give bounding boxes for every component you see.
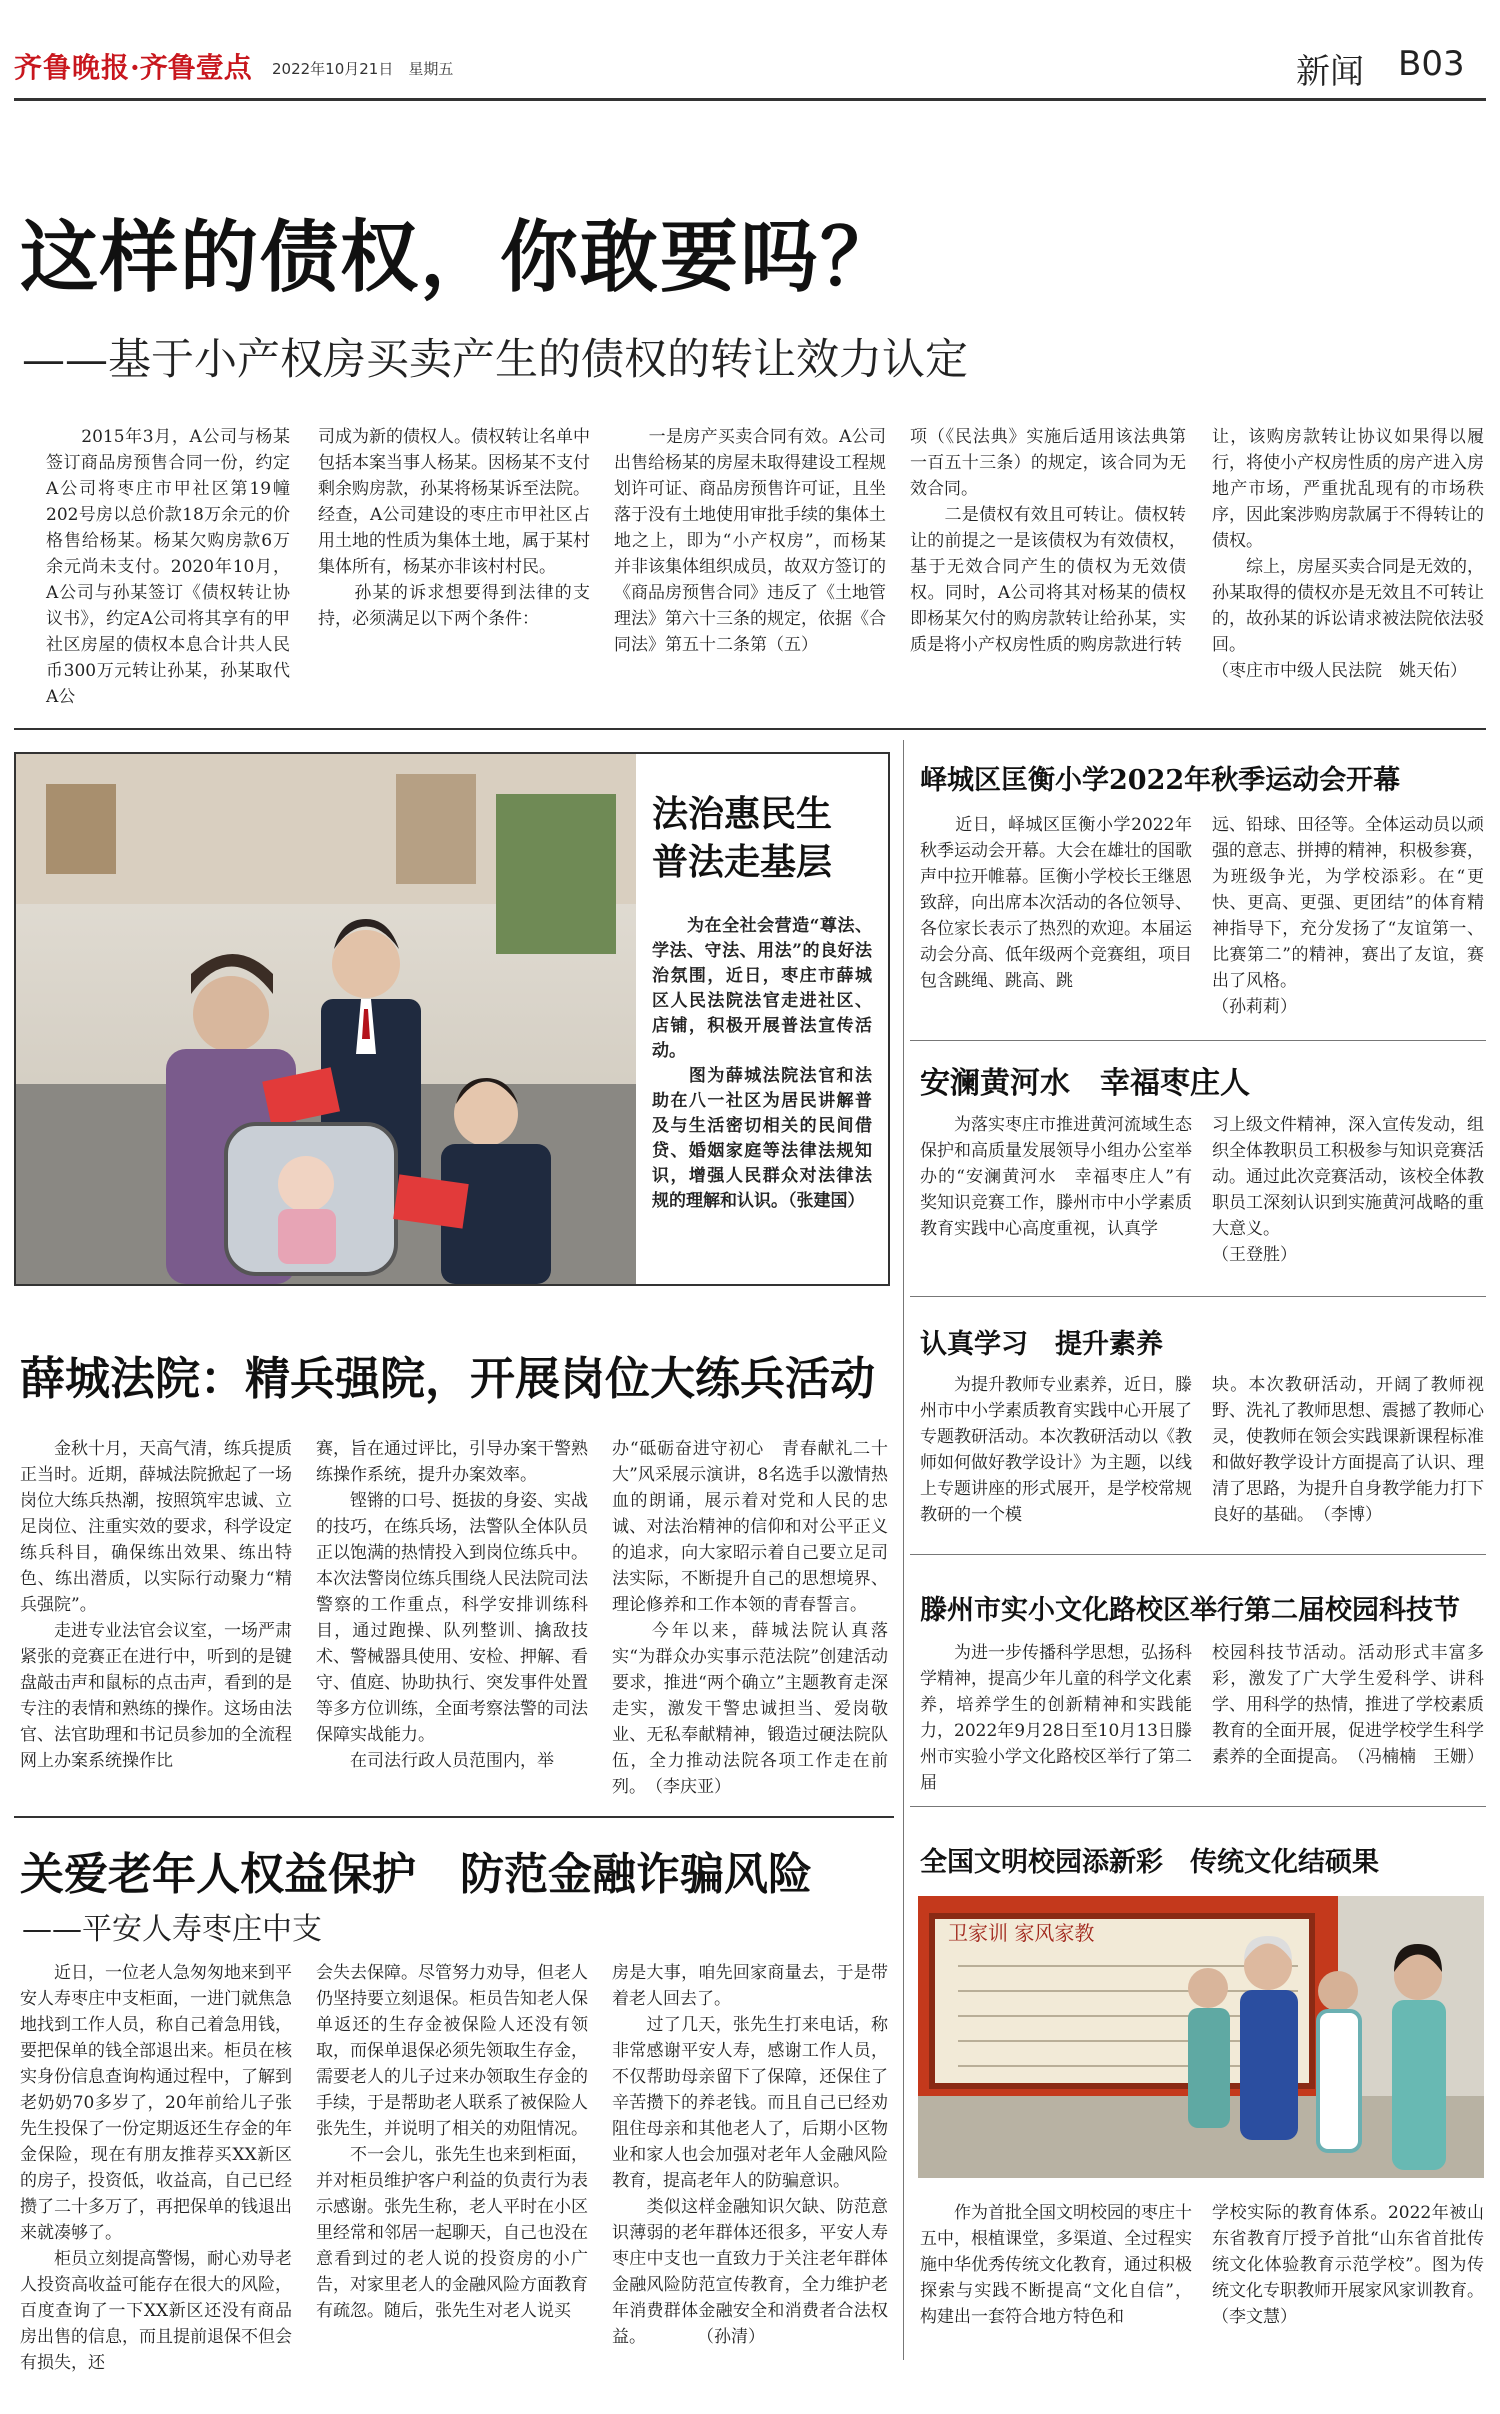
- page-number: B03: [1398, 44, 1465, 84]
- court-col-1: 金秋十月，天高气清，练兵提质正当时。近期，薛城法院掀起了一场岗位大练兵热潮，按照筑牢忠诚、立足岗位、注重实效的要求，科学设定练兵科目，确保练出效果、练出特色、练出潜质，以实际行动聚力“精兵强院”。 走进专业法官会议室，一场严肃紧张的竞赛正在进行中，听到的是键盘敲击声和鼠标的点击声，看到的是专注的表情和熟练的操作。这场由法官、法官助理和书记员参加的全流程网上办案系统操作比: [20, 1439, 292, 1771]
- court-headline: 薛城法院：精兵强院，开展岗位大练兵活动: [20, 1352, 876, 1405]
- yellow-river-headline: 安澜黄河水 幸福枣庄人: [920, 1066, 1250, 1101]
- yellow-river-col-2: 习上级文件精神，深入宣传发动，组织全体教职员工积极参与知识竞赛活动。通过此次竞赛活动，该校全体教职员工深刻认识到实施黄河战略的重大意义。 （王登胜）: [1212, 1115, 1484, 1265]
- lead-subheadline: ——基于小产权房买卖产生的债权的转让效力认定: [22, 335, 968, 385]
- court-rule: [14, 1816, 894, 1818]
- study-headline: 认真学习 提升素养: [920, 1329, 1163, 1360]
- column-divider: [903, 740, 904, 2360]
- insurance-subheadline: ——平安人寿枣庄中支: [22, 1912, 322, 1947]
- outreach-caption-title: 法治惠民生 普法走基层: [652, 793, 833, 883]
- yellow-river-col-1: 为落实枣庄市推进黄河流域生态保护和高质量发展领导小组办公室举办的“安澜黄河水 幸福枣庄人”有奖知识竞赛工作，滕州市中小学素质教育实践中心高度重视，认真学: [920, 1115, 1192, 1239]
- lead-col-4: 项（《民法典》实施后适用该法典第一百五十三条）的规定，该合同为无效合同。 二是债权有效且可转让。债权转让的前提之一是该债权为有效债权，基于无效合同产生的债权为无效债权。同时，A公司将其对杨某的债权即杨某欠付的购房款转让给孙某，实质是将小产权房性质的购房款进行转: [910, 427, 1186, 655]
- insurance-col-3: 房是大事，咱先回家商量去，于是带着老人回去了。 过了几天，张先生打来电话，称非常感谢平安人寿，感谢工作人员，不仅帮助母亲留下了保障，还保住了辛苦攒下的养老钱。而且自己已经劝阻住母亲和其他老人了，后期小区物业和家人也会加强对老年人金融风险教育，提高老年人的防骗意识。 类似这样金融知识欠缺、防范意识薄弱的老年群体还很多，平安人寿枣庄中支也一直致力于关注老年群体金融风险防范宣传教育，全力维护老年消费群体金融安全和消费者合法权益。 （孙清）: [612, 1963, 888, 2347]
- section-name: 新闻: [1296, 52, 1364, 92]
- sports-rule: [910, 1040, 1486, 1041]
- campus-headline: 全国文明校园添新彩 传统文化结硕果: [920, 1847, 1379, 1878]
- campus-photo: [918, 1896, 1484, 2178]
- issue-date: 2022年10月21日 星期五: [272, 60, 454, 78]
- science-headline: 滕州市实小文化路校区举行第二届校园科技节: [920, 1595, 1460, 1626]
- study-col-1: 为提升教师专业素养，近日，滕州市中小学素质教育实践中心开展了专题教研活动。本次教研活动以《教师如何做好教学设计》为主题，以线上专题讲座的形式展开，是学校常规教研的一个模: [920, 1375, 1192, 1525]
- lead-headline: 这样的债权，你敢要吗？: [20, 212, 901, 303]
- lead-col-5: 让，该购房款转让协议如果得以履行，将使小产权房性质的房产进入房地产市场，严重扰乱现有的市场秩序，因此案涉购房款属于不得转让的债权。 综上，房屋买卖合同是无效的，孙某取得的债权亦是无效且不可转让的，故孙某的诉讼请求被法院依法驳回。 （枣庄市中级人民法院 姚天佑）: [1212, 427, 1484, 681]
- sports-col-2: 远、铅球、田径等。全体运动员以顽强的意志、拼搏的精神，积极参赛，为班级争光，为学校添彩。在“更快、更高、更强、更团结”的体育精神指导下，充分发扬了“友谊第一、比赛第二”的精神，赛出了友谊，赛出了风格。 （孙莉莉）: [1212, 815, 1484, 1017]
- newspaper-logo: 齐鲁晚报: [14, 51, 131, 84]
- study-col-2: 块。本次教研活动，开阔了教师视野、洗礼了教师思想、震撼了教师心灵，使教师在领会实践课新课程标准和做好教学设计方面提高了认识、理清了思路，为提升自身教学能力打下良好的基础。 （李博）: [1212, 1375, 1484, 1525]
- outreach-photo: [16, 754, 636, 1284]
- lead-col-2: 司成为新的债权人。债权转让名单中包括本案当事人杨某。因杨某不支付剩余购房款，孙某将杨某诉至法院。经查，A公司建设的枣庄市甲社区占用土地的性质为集体土地，属于某村集体所有，杨某亦非该村村民。 孙某的诉求想要得到法律的支持，必须满足以下两个条件：: [318, 427, 590, 629]
- insurance-col-2: 会失去保障。尽管努力劝导，但老人仍坚持要立刻退保。柜员告知老人保单返还的生存金被保险人还没有领取，而保单退保必须先领取生存金，需要老人的儿子过来办领取生存金的手续，于是帮助老人联系了被保险人张先生，并说明了相关的劝阻情况。 不一会儿，张先生也来到柜面，并对柜员维护客户利益的负责行为表示感谢。张先生称，老人平时在小区里经常和邻居一起聊天，自己也没在意看到过的老人说的投资房的小广告，对家里老人的金融风险方面教育有疏忽。随后，张先生对老人说买: [316, 1963, 588, 2321]
- court-col-2: 赛，旨在通过评比，引导办案干警熟练操作系统，提升办案效率。 铿锵的口号、挺拔的身姿、实战的技巧，在练兵场，法警队全体队员正以饱满的热情投入到岗位练兵中。本次法警岗位练兵围绕人民法院司法警察的工作重点，科学安排训练科目，通过跑操、队列整训、擒敌技术、警械器具使用、安检、押解、看守、值庭、协助执行、突发事件处置等多方位训练，全面考察法警的司法保障实战能力。 在司法行政人员范围内，举: [316, 1439, 588, 1771]
- header-rule: [14, 98, 1486, 101]
- outreach-caption-body: 为在全社会营造“尊法、学法、守法、用法”的良好法治氛围，近日，枣庄市薛城区人民法院法官走进社区、店铺，积极开展普法宣传活动。 图为薛城法院法官和法助在八一社区为居民讲解普及与生活密切相关的民间借贷、婚姻家庭等法律法规知识，增强人民群众对法律法规的理解和认识。（张建国）: [652, 916, 872, 1211]
- lead-col-1: 2015年3月，A公司与杨某签订商品房预售合同一份，约定A公司将枣庄市甲社区第19幢202号房以总价款18万余元的价格售给杨某。杨某欠购房款6万余元尚未支付。2020年10月，A公司与孙某签订《债权转让协议书》，约定A公司将其享有的甲社区房屋的债权本息合计共人民币300万元转让孙某，孙某取代A公: [46, 427, 290, 707]
- insurance-headline: 关爱老年人权益保护 防范金融诈骗风险: [20, 1849, 812, 1900]
- sports-headline: 峄城区匡衡小学2022年秋季运动会开幕: [920, 765, 1401, 796]
- study-rule: [910, 1554, 1486, 1555]
- app-logo: ·齐鲁壹点: [130, 51, 252, 84]
- science-col-2: 校园科技节活动。活动形式丰富多彩，激发了广大学生爱科学、讲科学、用科学的热情，推进了学校素质教育的全面开展，促进学校学生科学素养的全面提高。 （冯楠楠 王姗）: [1212, 1643, 1484, 1767]
- science-rule: [910, 1806, 1486, 1807]
- court-col-3: 办“砥砺奋进守初心 青春献礼二十大”风采展示演讲，8名选手以激情热血的朗诵，展示着对党和人民的忠诚、对法治精神的信仰和对公平正义的追求，向大家昭示着自己要立足司法实际，不断提升自己的思想境界、理论修养和工作本领的青春誓言。 今年以来，薛城法院认真落实“为群众办实事示范法院”创建活动要求，推进“两个确立”主题教育走深走实，激发干警忠诚担当、爱岗敬业、无私奉献精神，锻造过硬法院队伍，全力推动法院各项工作走在前列。 （李庆亚）: [612, 1439, 888, 1797]
- campus-photo-scene: [918, 1896, 1484, 2178]
- yellow-river-rule: [910, 1296, 1486, 1297]
- sports-col-1: 近日，峄城区匡衡小学2022年秋季运动会开幕。大会在雄壮的国歌声中拉开帷幕。匡衡小学校长王继恩致辞，向出席本次活动的各位领导、各位家长表示了热烈的欢迎。本届运动会分高、低年级两个竞赛组，项目包含跳绳、跳高、跳: [920, 815, 1192, 991]
- outreach-photo-frame: [14, 752, 890, 1286]
- campus-board-text: 卫家训 家风家教: [948, 1921, 1095, 1945]
- section-rule: [14, 728, 1486, 730]
- campus-col-2: 学校实际的教育体系。2022年被山东省教育厅授予首批“山东省首批传统文化体验教育示范学校”。图为传统文化专职教师开展家风家训教育。 （李文慧）: [1212, 2203, 1484, 2327]
- science-col-1: 为进一步传播科学思想，弘扬科学精神，提高少年儿童的科学文化素养，培养学生的创新精神和实践能力，2022年9月28日至10月13日滕州市实验小学文化路校区举行了第二届: [920, 1643, 1192, 1793]
- insurance-col-1: 近日，一位老人急匆匆地来到平安人寿枣庄中支柜面，一进门就焦急地找到工作人员，称自己着急用钱，要把保单的钱全部退出来。柜员在核实身份信息查询构通过程中，了解到老奶奶70多岁了，20年前给儿子张先生投保了一份定期返还生存金的年金保险，现在有朋友推荐买XX新区的房子，投资低，收益高，自己已经攒了二十多万了，再把保单的钱退出来就凑够了。 柜员立刻提高警惕，耐心劝导老人投资高收益可能存在很大的风险，百度查询了一下XX新区还没有商品房出售的信息，而且提前退保不但会有损失，还: [20, 1963, 292, 2373]
- campus-col-1: 作为首批全国文明校园的枣庄十五中，根植课堂，多渠道、全过程实施中华优秀传统文化教育，通过积极探索与实践不断提高“文化自信”，构建出一套符合地方特色和: [920, 2203, 1192, 2327]
- lead-col-3: 一是房产买卖合同有效。A公司出售给杨某的房屋未取得建设工程规划许可证、商品房预售许可证，且坐落于没有土地使用审批手续的集体土地之上，即为“小产权房”，而杨某并非该集体组织成员，故双方签订的《商品房预售合同》违反了《土地管理法》第六十三条的规定，依据《合同法》第五十二条第（五）: [614, 427, 886, 655]
